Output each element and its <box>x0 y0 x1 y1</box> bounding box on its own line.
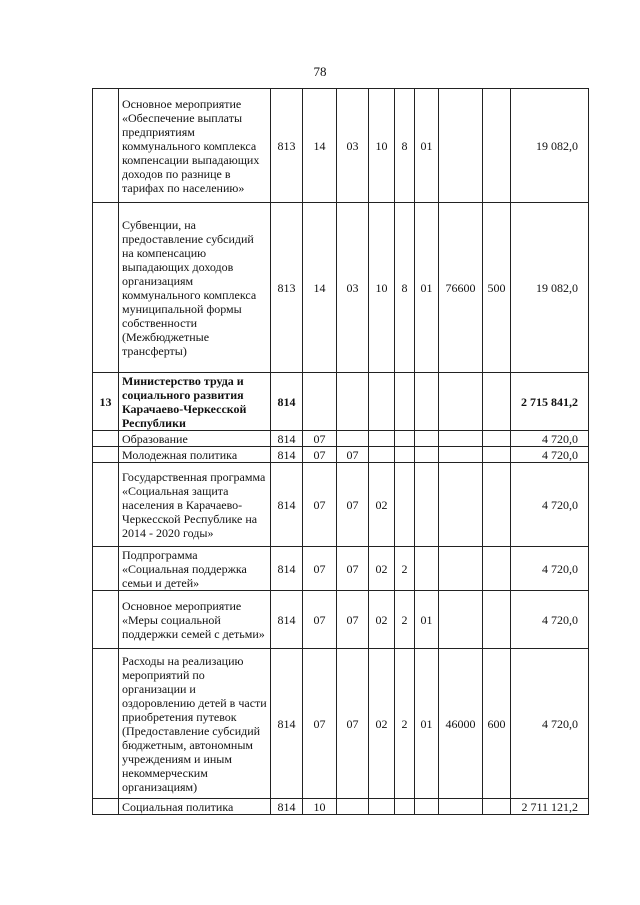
row-subprogram: 2 <box>395 649 415 799</box>
row-subsection <box>337 799 369 815</box>
row-number <box>93 89 119 203</box>
row-grbs: 814 <box>271 431 303 447</box>
row-name: Молодежная политика <box>119 447 271 463</box>
row-grbs: 814 <box>271 447 303 463</box>
row-program: 02 <box>369 547 395 591</box>
row-grbs: 814 <box>271 547 303 591</box>
row-event <box>415 463 439 547</box>
row-name: Подпрограмма «Социальная поддержка семьи и детей» <box>119 547 271 591</box>
table-row <box>93 463 589 547</box>
table-row <box>93 799 589 815</box>
row-subprogram <box>395 799 415 815</box>
row-subsection: 07 <box>337 649 369 799</box>
row-event <box>415 373 439 431</box>
row-number <box>93 591 119 649</box>
page-number: 78 <box>313 64 327 79</box>
row-event <box>415 431 439 447</box>
row-grbs: 813 <box>271 203 303 373</box>
row-expense-type <box>483 373 511 431</box>
row-event <box>415 447 439 463</box>
row-event <box>415 547 439 591</box>
row-event <box>415 799 439 815</box>
row-program: 10 <box>369 89 395 203</box>
row-section: 07 <box>303 547 337 591</box>
row-program: 02 <box>369 591 395 649</box>
row-sum: 19 082,0 <box>511 203 589 373</box>
row-name: Министерство труда и социального развития Карачаево-Черкесской Республики <box>119 373 271 431</box>
row-grbs: 814 <box>271 649 303 799</box>
row-number <box>93 463 119 547</box>
row-sum: 2 715 841,2 <box>511 373 589 431</box>
row-grbs: 814 <box>271 463 303 547</box>
row-grbs: 814 <box>271 373 303 431</box>
row-program <box>369 799 395 815</box>
row-direction: 46000 <box>439 649 483 799</box>
row-section: 14 <box>303 89 337 203</box>
row-expense-type <box>483 89 511 203</box>
row-grbs: 814 <box>271 591 303 649</box>
row-subprogram: 8 <box>395 89 415 203</box>
row-subprogram <box>395 447 415 463</box>
row-sum: 2 711 121,2 <box>511 799 589 815</box>
row-subsection: 07 <box>337 547 369 591</box>
row-expense-type <box>483 591 511 649</box>
row-number <box>93 447 119 463</box>
row-expense-type <box>483 547 511 591</box>
table-row <box>93 447 589 463</box>
row-sum: 4 720,0 <box>511 547 589 591</box>
row-sum: 4 720,0 <box>511 463 589 547</box>
row-event: 01 <box>415 591 439 649</box>
row-program <box>369 447 395 463</box>
row-direction <box>439 799 483 815</box>
row-direction <box>439 547 483 591</box>
row-section: 07 <box>303 649 337 799</box>
row-name: Расходы на реализацию мероприятий по организации и оздоровлению детей в части приобретения путевок (Предоставление субсидий бюджетным, автономным учреждениям и иным некоммерческим организациям) <box>119 649 271 799</box>
row-event: 01 <box>415 89 439 203</box>
row-name: Государственная программа «Социальная защита населения в Карачаево-Черкесской Республике на 2014 - 2020 годы» <box>119 463 271 547</box>
row-program: 02 <box>369 649 395 799</box>
row-number <box>93 649 119 799</box>
row-sum: 4 720,0 <box>511 649 589 799</box>
row-name: Основное мероприятие «Меры социальной поддержки семей с детьми» <box>119 591 271 649</box>
row-program: 02 <box>369 463 395 547</box>
row-sum: 4 720,0 <box>511 431 589 447</box>
row-subsection <box>337 431 369 447</box>
row-direction: 76600 <box>439 203 483 373</box>
row-name: Субвенции, на предоставление субсидий на компенсацию выпадающих доходов организациям коммунального комплекса муниципальной формы собственности (Межбюджетные трансферты) <box>119 203 271 373</box>
row-number <box>93 799 119 815</box>
row-subsection <box>337 373 369 431</box>
row-subprogram: 2 <box>395 591 415 649</box>
row-direction <box>439 373 483 431</box>
row-number <box>93 431 119 447</box>
row-subsection: 03 <box>337 89 369 203</box>
row-grbs: 813 <box>271 89 303 203</box>
row-section <box>303 373 337 431</box>
budget-table <box>92 88 589 815</box>
row-expense-type <box>483 447 511 463</box>
row-direction <box>439 89 483 203</box>
table-row <box>93 373 589 431</box>
row-subsection: 07 <box>337 463 369 547</box>
row-direction <box>439 447 483 463</box>
row-section: 07 <box>303 591 337 649</box>
row-sum: 4 720,0 <box>511 447 589 463</box>
row-event: 01 <box>415 649 439 799</box>
row-event: 01 <box>415 203 439 373</box>
table-row <box>93 431 589 447</box>
row-grbs: 814 <box>271 799 303 815</box>
table-row <box>93 203 589 373</box>
row-program <box>369 431 395 447</box>
row-number <box>93 547 119 591</box>
row-name: Социальная политика <box>119 799 271 815</box>
table-row <box>93 89 589 203</box>
row-number <box>93 203 119 373</box>
row-sum: 19 082,0 <box>511 89 589 203</box>
row-subsection: 07 <box>337 447 369 463</box>
row-section: 07 <box>303 463 337 547</box>
row-direction <box>439 591 483 649</box>
row-program <box>369 373 395 431</box>
row-direction <box>439 431 483 447</box>
row-section: 10 <box>303 799 337 815</box>
row-subprogram: 8 <box>395 203 415 373</box>
row-subprogram <box>395 463 415 547</box>
table-row <box>93 547 589 591</box>
row-expense-type: 600 <box>483 649 511 799</box>
row-subprogram: 2 <box>395 547 415 591</box>
table-row <box>93 591 589 649</box>
row-subsection: 03 <box>337 203 369 373</box>
row-program: 10 <box>369 203 395 373</box>
row-direction <box>439 463 483 547</box>
row-section: 07 <box>303 431 337 447</box>
row-name: Основное мероприятие «Обеспечение выплаты предприятиям коммунального комплекса компенсации выпадающих доходов по разнице в тарифах по населению» <box>119 89 271 203</box>
row-number: 13 <box>93 373 119 431</box>
row-name: Образование <box>119 431 271 447</box>
row-expense-type <box>483 431 511 447</box>
row-subsection: 07 <box>337 591 369 649</box>
row-expense-type <box>483 799 511 815</box>
row-subprogram <box>395 373 415 431</box>
row-section: 14 <box>303 203 337 373</box>
row-expense-type <box>483 463 511 547</box>
row-section: 07 <box>303 447 337 463</box>
table-row <box>93 649 589 799</box>
row-sum: 4 720,0 <box>511 591 589 649</box>
row-subprogram <box>395 431 415 447</box>
row-expense-type: 500 <box>483 203 511 373</box>
